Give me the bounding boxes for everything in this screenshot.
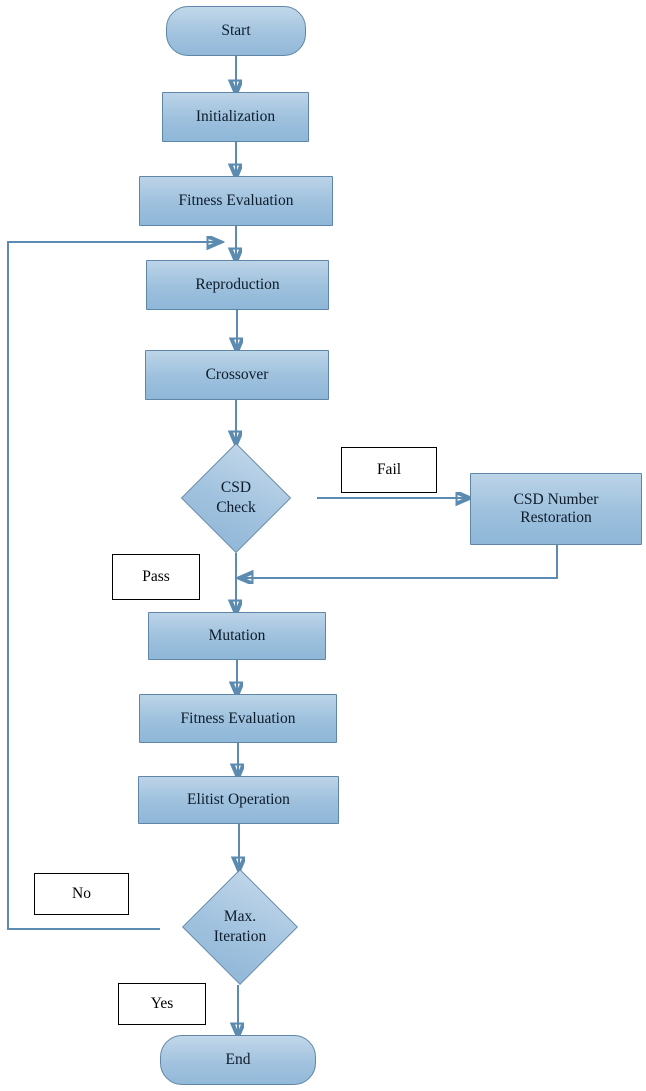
edge-tag-pass-label: Pass xyxy=(142,568,170,585)
node-fitness-evaluation-2[interactable] xyxy=(139,694,337,743)
edge-tag-yes-label: Yes xyxy=(150,995,174,1012)
edge-tag-yes xyxy=(118,983,206,1025)
csd-check-diamond xyxy=(181,443,291,553)
node-elitist-operation[interactable] xyxy=(138,776,339,824)
max-iteration-line1: Max. xyxy=(223,907,257,925)
node-fitness-evaluation-1[interactable] xyxy=(139,176,333,226)
node-start-label: Start xyxy=(221,22,251,40)
node-mutation-label: Mutation xyxy=(208,627,266,645)
node-max-iteration[interactable] xyxy=(145,869,335,985)
node-end[interactable] xyxy=(160,1035,316,1085)
csd-check-line1: CSD xyxy=(220,478,252,496)
edge-tag-fail-label: Fail xyxy=(376,461,402,478)
node-elitist-operation-label: Elitist Operation xyxy=(187,791,290,809)
csd-restore-line2: Restoration xyxy=(520,509,592,526)
max-iteration-line2: Iteration xyxy=(213,928,267,945)
node-fitness-evaluation-1-label: Fitness Evaluation xyxy=(178,192,294,210)
edge-tag-fail xyxy=(341,447,437,493)
node-fitness-evaluation-2-label: Fitness Evaluation xyxy=(180,709,296,727)
node-start[interactable] xyxy=(166,6,306,56)
node-initialization[interactable] xyxy=(162,92,309,142)
max-iteration-diamond xyxy=(182,869,298,985)
node-mutation[interactable] xyxy=(148,612,326,660)
node-crossover[interactable] xyxy=(145,350,329,400)
node-crossover-label: Crossover xyxy=(205,366,269,384)
node-initialization-label: Initialization xyxy=(195,108,276,126)
edge-tag-no xyxy=(34,873,129,915)
node-reproduction[interactable] xyxy=(146,260,329,310)
edge-tag-no-label: No xyxy=(72,885,91,902)
node-end-label: End xyxy=(225,1051,251,1069)
csd-restore-line1: CSD Number xyxy=(513,491,599,509)
csd-check-line2: Check xyxy=(216,499,256,516)
edge-tag-pass xyxy=(112,554,200,600)
node-csd-check[interactable] xyxy=(156,443,316,553)
node-csd-number-restoration[interactable] xyxy=(470,473,642,545)
node-reproduction-label: Reproduction xyxy=(195,276,280,294)
